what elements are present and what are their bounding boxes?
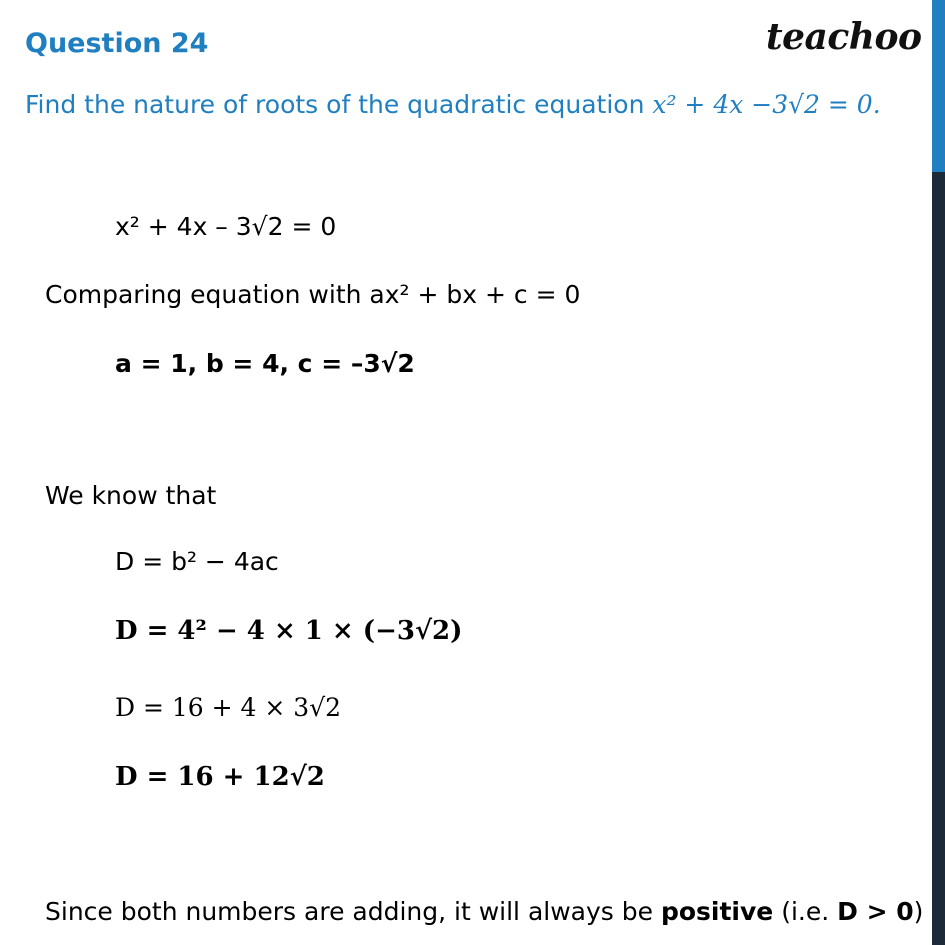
brand-logo: teachoo [766,16,922,58]
comparing-line: Comparing equation with ax² + bx + c = 0 [45,280,581,309]
equation-line: x² + 4x – 3√2 = 0 [115,212,337,241]
discriminant-simplify: D = 16 + 4 × 3√2 [115,693,342,722]
question-prompt: Find the nature of roots of the quadratic equation [25,90,653,119]
conclusion-mid: (i.e. [773,897,838,926]
question-text [25,90,881,119]
conclusion-line [45,897,923,926]
we-know-line: We know that [45,481,217,510]
conclusion-prefix: Since both numbers are adding, it will always be [45,897,661,926]
coefficients-line: a = 1, b = 4, c = –3√2 [115,349,415,378]
conclusion-suffix: ) [913,897,924,926]
discriminant-substitution: D = 4² − 4 × 1 × (−3√2) [115,616,463,646]
conclusion-d-positive: D > 0 [837,897,914,926]
discriminant-result: D = 16 + 12√2 [115,762,325,792]
side-bar-accent [932,0,945,172]
page-title: Question 24 [25,28,209,59]
discriminant-formula: D = b² − 4ac [115,547,279,576]
question-equation: x² + 4x −3√2 = 0. [652,90,881,119]
conclusion-positive: positive [660,897,774,926]
